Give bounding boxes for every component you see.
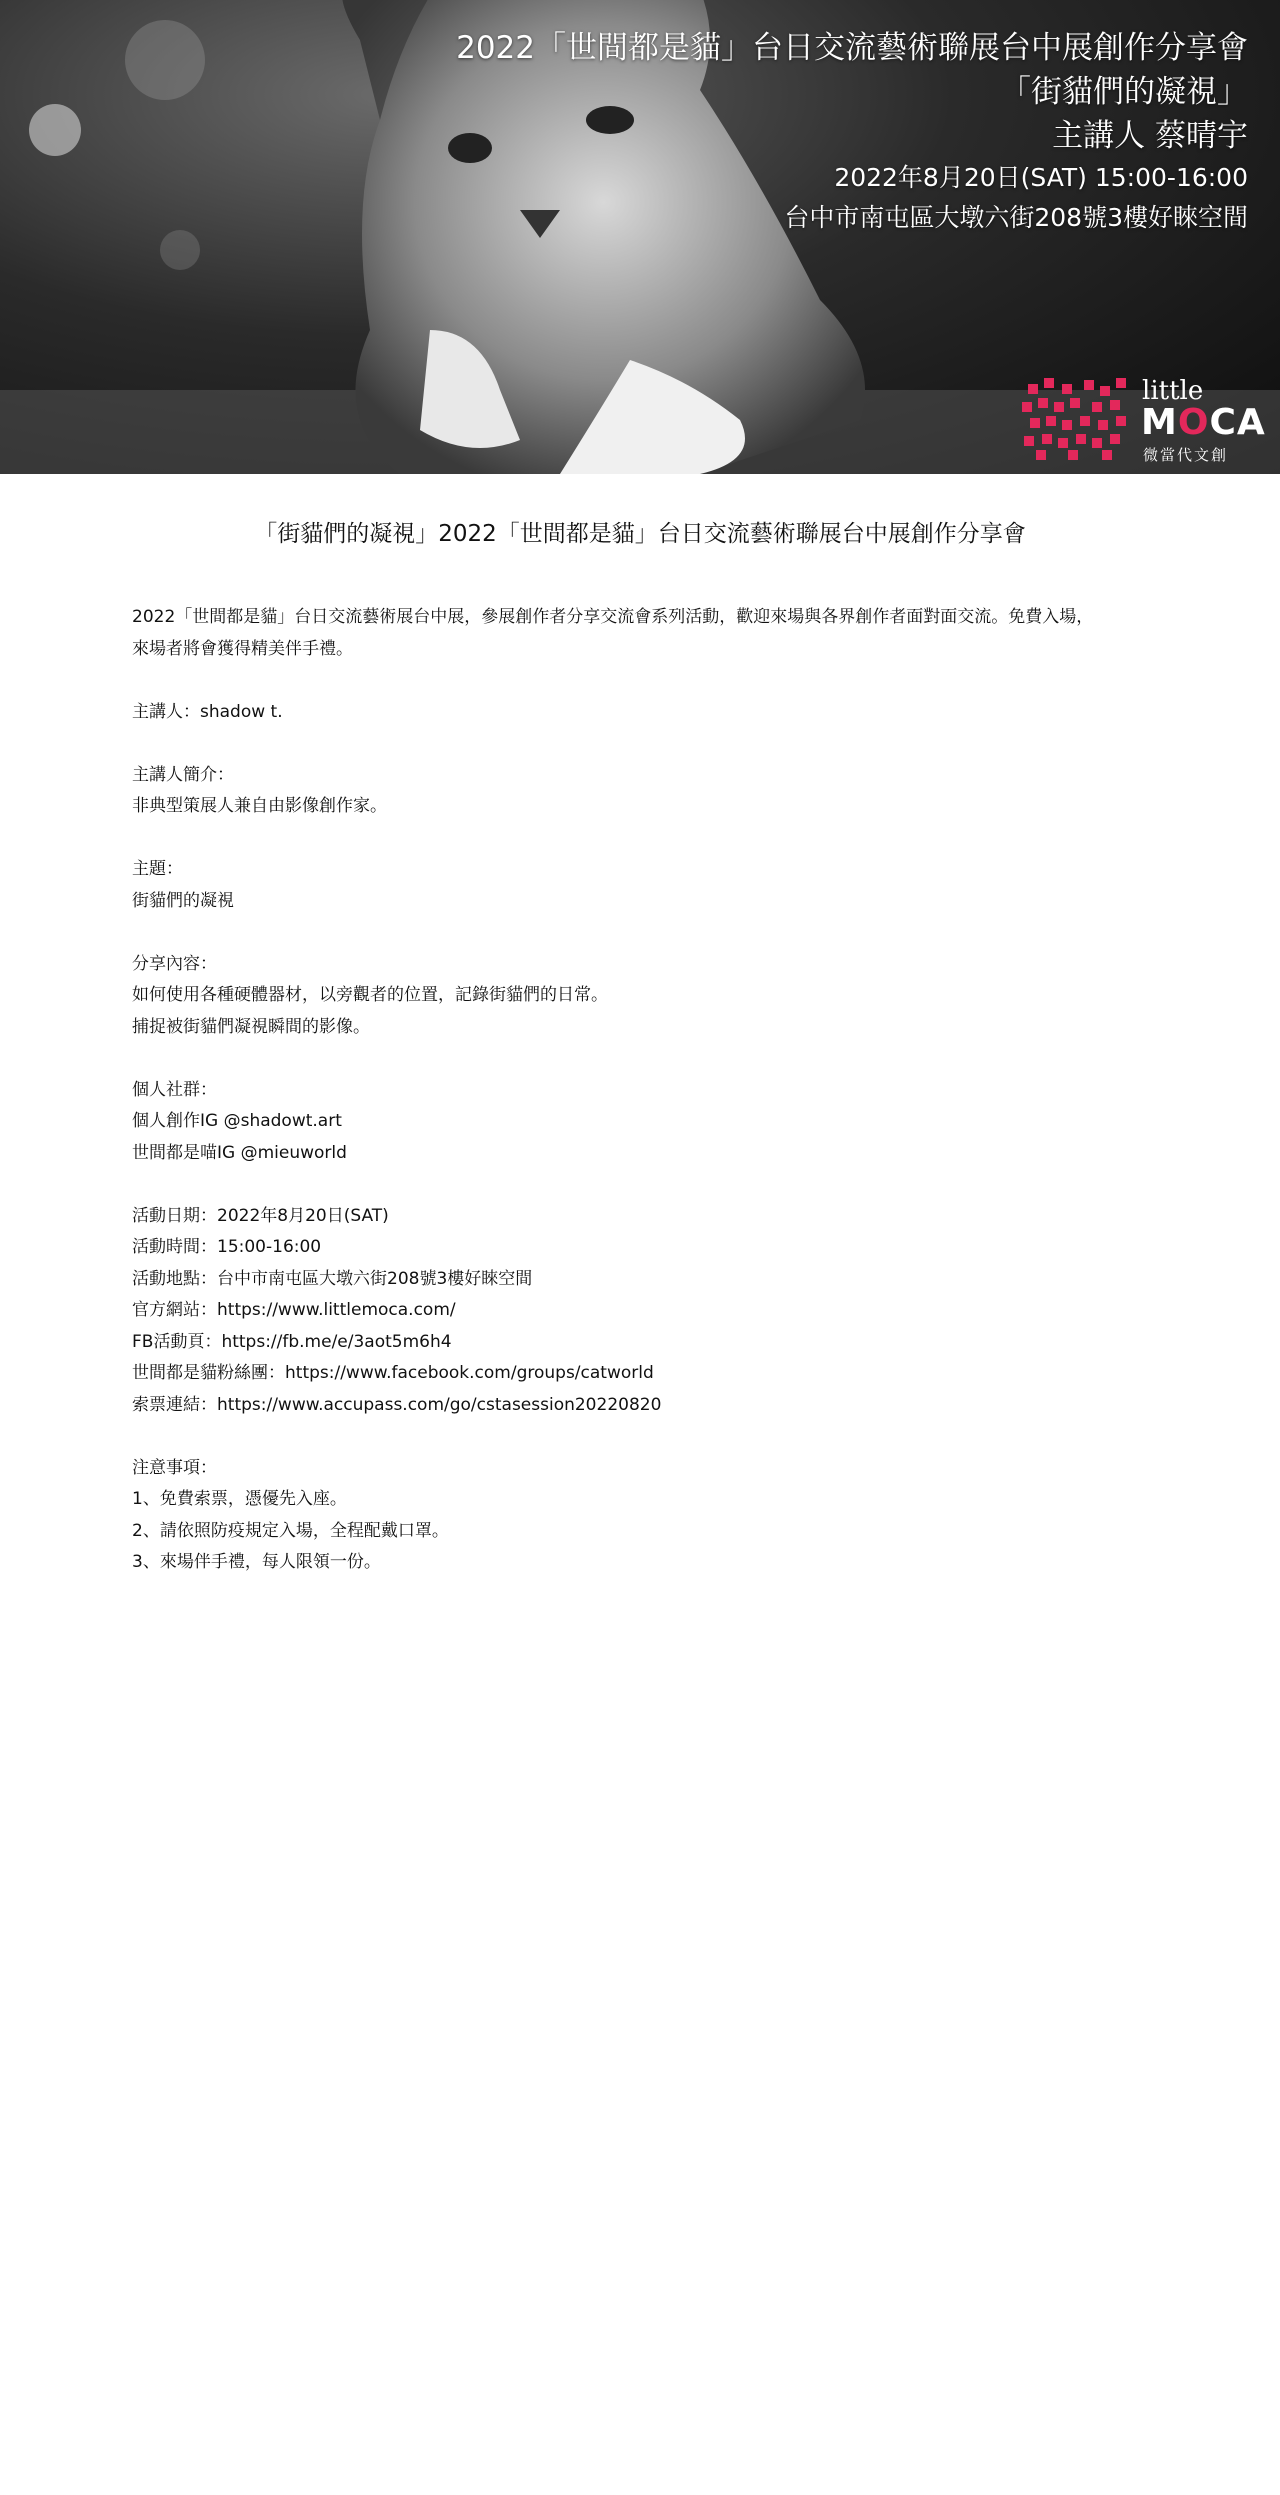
social-line: 個人創作IG @shadowt.art [132,1111,342,1131]
notes-label: 注意事項： [132,1457,217,1478]
banner-text [456,26,1248,238]
banner-line-2: 「街貓們的凝視」 [1000,74,1248,110]
page-title: 「街貓們的凝視」2022「世間都是貓」台日交流藝術聯展台中展創作分享會 [254,521,1026,547]
banner-line-1: 2022「世間都是貓」台日交流藝術聯展台中展創作分享會 [456,30,1248,66]
speaker-line: 主講人：shadow t. [132,701,283,722]
share-line: 捕捉被街貓們凝視瞬間的影像。 [132,1016,370,1037]
social-label: 個人社群： [132,1079,217,1100]
topic-label: 主題： [132,859,183,879]
event-location: 活動地點：台中市南屯區大墩六街208號3樓好睞空間 [132,1268,533,1289]
note-item: 2、請依照防疫規定入場，全程配戴口罩。 [132,1520,449,1541]
logo-subtitle: 微當代文創 [1143,446,1229,464]
event-time: 活動時間：15:00-16:00 [132,1237,322,1257]
share-line: 如何使用各種硬體器材，以旁觀者的位置，記錄街貓們的日常。 [132,985,608,1005]
intro-line: 來場者將會獲得精美伴手禮。 [132,638,353,659]
logo-moca-text: MOCA [1141,402,1266,443]
fb-event-line[interactable]: FB活動頁：https://fb.me/e/3aot5m6h4 [132,1331,452,1352]
note-item: 3、來場伴手禮，每人限領一份。 [132,1552,381,1572]
share-label: 分享內容： [132,953,217,974]
fan-group-line[interactable]: 世間都是貓粉絲團：https://www.facebook.com/groups/catworld [132,1363,654,1383]
logo-little-text: little [1142,376,1204,406]
intro-line: 2022「世間都是貓」台日交流藝術展台中展，參展創作者分享交流會系列活動，歡迎來場與各界創作者面對面交流。免費入場， [132,607,1094,627]
banner-line-3: 主講人 蔡晴宇 [1052,118,1248,154]
event-date: 活動日期：2022年8月20日(SAT) [132,1205,389,1226]
topic-text: 街貓們的凝視 [132,890,234,911]
hero-banner [0,0,1280,474]
banner-line-4: 2022年8月20日(SAT) 15:00-16:00 [834,163,1248,192]
event-description [132,602,1152,1579]
ticket-link-line[interactable]: 索票連結：https://www.accupass.com/go/cstasession20220820 [132,1394,662,1415]
little-moca-logo [1022,376,1267,464]
banner-line-5: 台中市南屯區大墩六街208號3樓好睞空間 [784,203,1248,232]
bio-text: 非典型策展人兼自由影像創作家。 [132,796,387,816]
note-item: 1、免費索票，憑優先入座。 [132,1489,347,1509]
bio-label: 主講人簡介： [132,764,234,785]
logo-mark-icon [1022,376,1134,460]
social-line: 世間都是喵IG @mieuworld [132,1142,347,1163]
official-site-line[interactable]: 官方網站：https://www.littlemoca.com/ [132,1300,456,1320]
